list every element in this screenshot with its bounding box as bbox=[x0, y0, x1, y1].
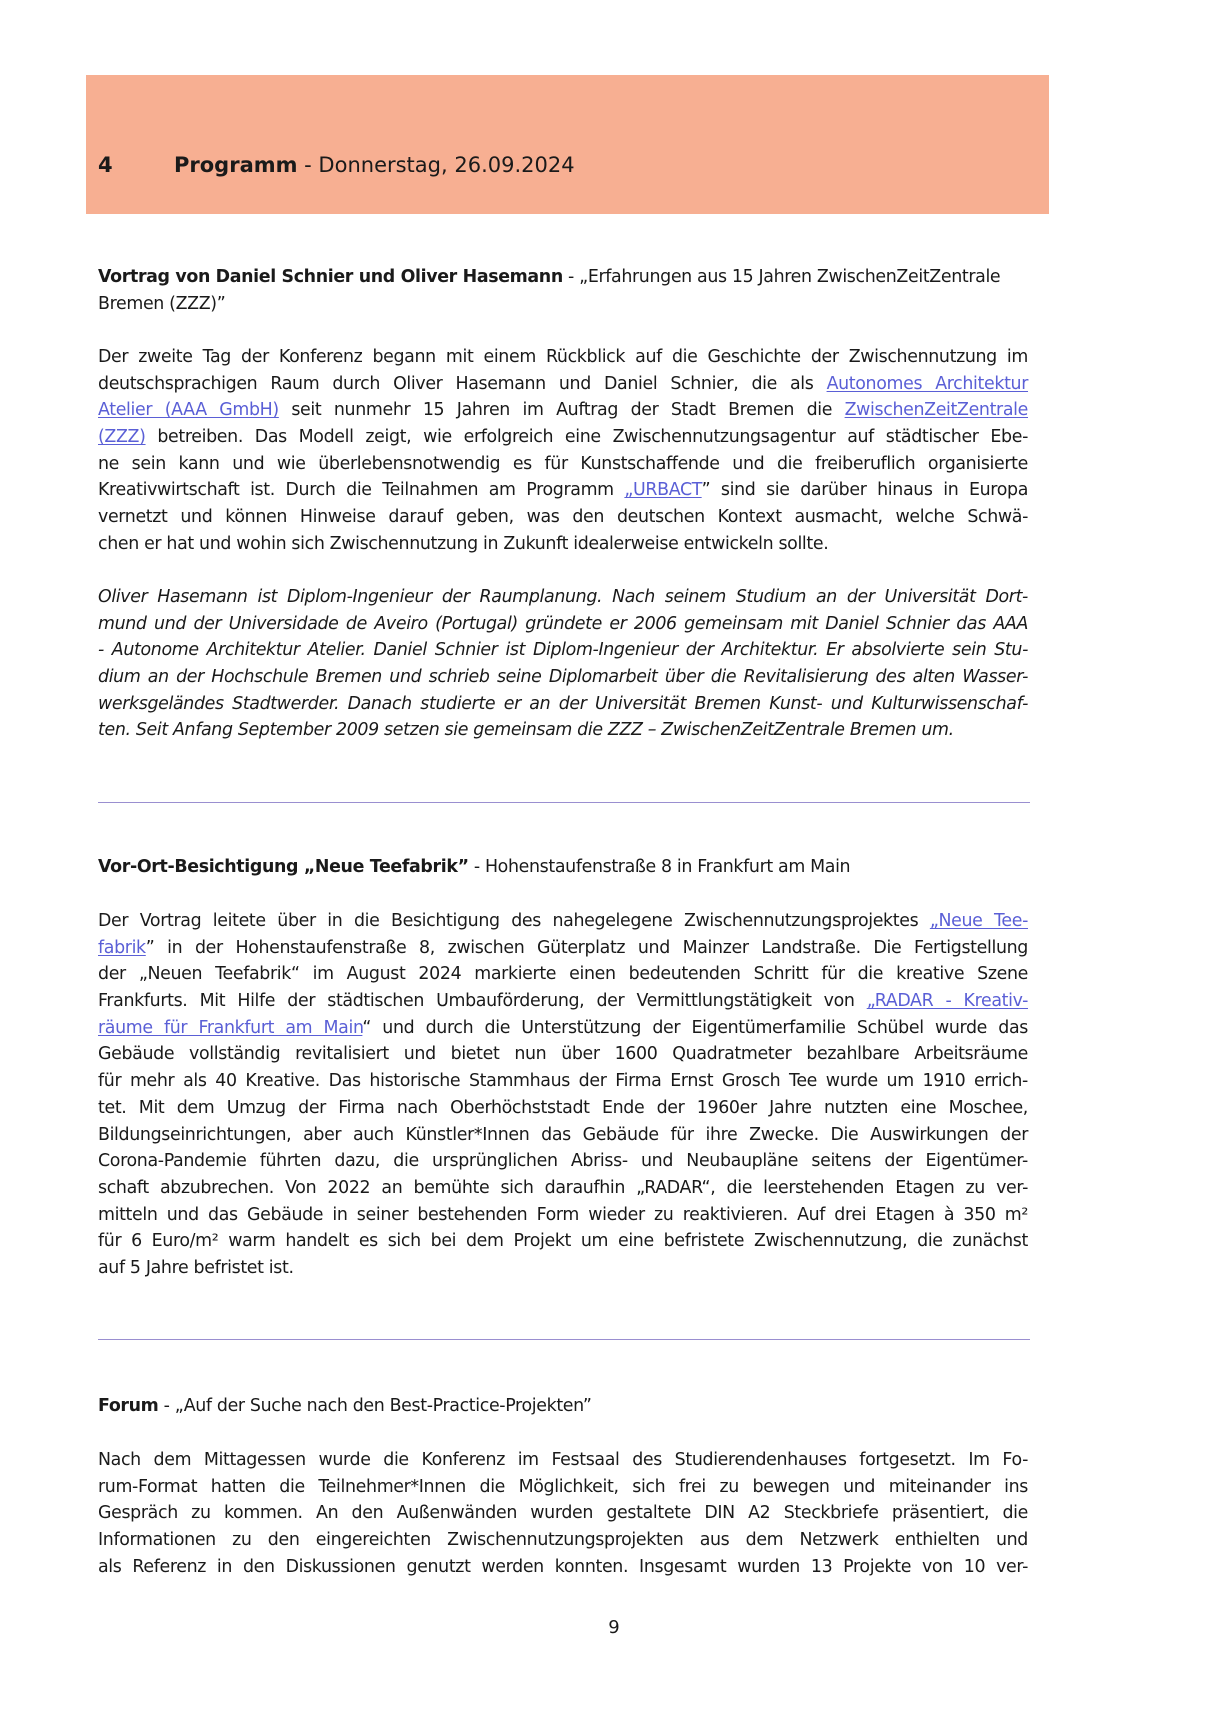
speaker-bio-paragraph bbox=[98, 584, 1028, 744]
text-line bbox=[98, 1255, 1028, 1282]
text-line bbox=[98, 611, 1028, 638]
text-line bbox=[98, 344, 1028, 371]
heading-line bbox=[98, 264, 1028, 291]
text-run: ten. Seit Anfang September 2009 setzen sie gemeinsam die ZZZ – ZwischenZeitZentrale Bremen um. bbox=[98, 720, 954, 741]
text-run: - „Auf der Suche nach den Best-Practice-Projekten” bbox=[158, 1396, 592, 1416]
text-run: Der Vortrag leitete über in die Besichtigung des nahegelegene Zwischennutzungsprojektes bbox=[98, 911, 930, 931]
text-run: tet. Mit dem Umzug der Firma nach Oberhöchststadt Ende der 1960er Jahre nutzten eine Moschee, bbox=[98, 1097, 1028, 1118]
text-run: für 6 Euro/m² warm handelt es sich bei dem Projekt um eine befristete Zwischennutzung, die zunächst bbox=[98, 1231, 1028, 1252]
text-line bbox=[98, 477, 1028, 504]
text-run: Oliver Hasemann ist Diplom-Ingenieur der Raumplanung. Nach seinem Studium an der Universität Dort- bbox=[98, 587, 1028, 607]
text-run: Bildungseinrichtungen, aber auch Künstler*Innen das Gebäude für ihre Zwecke. Die Auswirkungen der bbox=[98, 1124, 1028, 1145]
text-run: Informationen zu den eingereichten Zwischennutzungsprojekten aus dem Netzwerk enthielten und bbox=[98, 1530, 1028, 1551]
section-divider bbox=[98, 1339, 1030, 1340]
text-line bbox=[98, 1095, 1028, 1122]
forum-paragraph bbox=[98, 1447, 1028, 1580]
text-line bbox=[98, 1554, 1028, 1581]
talk-heading bbox=[98, 264, 1028, 317]
inline-link[interactable]: „RADAR - Kreativ- bbox=[866, 991, 1028, 1012]
heading-bold-text: Vor-Ort-Besichtigung „Neue Teefabrik” bbox=[98, 857, 469, 877]
text-run: rum-Format hatten die Teilnehmer*Innen die Möglichkeit, sich frei zu bewegen und miteinander ins bbox=[98, 1476, 1028, 1497]
talk-paragraph bbox=[98, 344, 1028, 558]
text-run: Frankfurts. Mit Hilfe der städtischen Umbauförderung, der Vermittlungstätigkeit von bbox=[98, 991, 867, 1012]
inline-link[interactable]: fabrik bbox=[98, 937, 146, 958]
text-line bbox=[98, 1228, 1028, 1255]
text-line bbox=[98, 691, 1028, 718]
text-line bbox=[98, 504, 1028, 531]
text-run: werksgeländes Stadtwerder. Danach studierte er an der Universität Bremen Kunst- und Kulturwissenschaf- bbox=[98, 693, 1028, 714]
inline-link[interactable]: Atelier (AAA GmbH) bbox=[98, 400, 279, 421]
text-run: - „Erfahrungen aus 15 Jahren ZwischenZeitZentrale bbox=[562, 267, 1001, 287]
text-line bbox=[98, 1447, 1028, 1474]
section-title-date: - Donnerstag, 26.09.2024 bbox=[297, 153, 575, 177]
text-line bbox=[98, 1148, 1028, 1175]
text-line bbox=[98, 451, 1028, 478]
text-run: mitteln und das Gebäude in seiner bestehenden Form wieder zu reaktivieren. Auf drei Etagen à 350 m² bbox=[98, 1204, 1028, 1225]
inline-link[interactable]: räume für Frankfurt am Main bbox=[98, 1017, 363, 1038]
heading-line bbox=[98, 1393, 1028, 1420]
text-line bbox=[98, 717, 1028, 744]
text-run: ” in der Hohenstaufenstraße 8, zwischen Güterplatz und Mainzer Landstraße. Die Fertigstellung bbox=[145, 937, 1028, 958]
inline-link[interactable]: „URBACT bbox=[624, 480, 702, 501]
heading-line bbox=[98, 854, 1028, 881]
text-run: deutschsprachigen Raum durch Oliver Hasemann und Daniel Schnier, die als bbox=[98, 373, 827, 394]
inline-link[interactable]: „Neue Tee- bbox=[929, 911, 1028, 931]
text-run: Corona-Pandemie führten dazu, die ursprünglichen Abriss- und Neubaupläne seitens der Eigentümer- bbox=[98, 1151, 1028, 1172]
text-line bbox=[98, 961, 1028, 988]
text-run: - Autonome Architektur Atelier. Daniel Schnier ist Diplom-Ingenieur der Architektur. Er absolvierte sein Stu- bbox=[98, 640, 1028, 661]
text-run: Gebäude vollständig revitalisiert und bietet nun über 1600 Quadratmeter bezahlbare Arbeitsräume bbox=[98, 1044, 1028, 1065]
forum-heading bbox=[98, 1393, 1028, 1420]
section-banner bbox=[86, 75, 1049, 214]
text-run: Kreativwirtschaft ist. Durch die Teilnahmen am Programm bbox=[98, 480, 625, 501]
text-run: Nach dem Mittagessen wurde die Konferenz im Festsaal des Studierendenhauses fortgesetzt. Im Fo- bbox=[98, 1450, 1028, 1470]
site-visit-heading bbox=[98, 854, 1028, 881]
text-line bbox=[98, 988, 1028, 1015]
text-line bbox=[98, 1474, 1028, 1501]
text-run: chen er hat und wohin sich Zwischennutzung in Zukunft idealerweise entwickeln sollte. bbox=[98, 533, 829, 554]
text-run: “ und durch die Unterstützung der Eigentümerfamilie Schübel wurde das bbox=[362, 1017, 1028, 1038]
inline-link[interactable]: (ZZZ) bbox=[98, 427, 146, 448]
text-line bbox=[98, 584, 1028, 611]
text-run: schaft abzubrechen. Von 2022 an bemühte sich daraufhin „RADAR“, die leerstehenden Etagen zu ver- bbox=[98, 1177, 1028, 1198]
section-title bbox=[174, 153, 575, 177]
text-run: betreiben. Das Modell zeigt, wie erfolgreich eine Zwischennutzungsagentur auf städtischer Ebe- bbox=[145, 427, 1028, 448]
text-line bbox=[98, 935, 1028, 962]
text-line bbox=[98, 424, 1028, 451]
heading-bold-text: Vortrag von Daniel Schnier und Oliver Hasemann bbox=[98, 267, 563, 287]
text-run: ne sein kann und wie überlebensnotwendig es für Kunstschaffende und die freiberuflich organisierte bbox=[98, 453, 1028, 474]
page-number: 9 bbox=[608, 1617, 620, 1638]
text-run: auf 5 Jahre befristet ist. bbox=[98, 1257, 294, 1278]
text-line bbox=[98, 371, 1028, 398]
text-line bbox=[98, 1202, 1028, 1229]
text-line bbox=[98, 1175, 1028, 1202]
text-run: - Hohenstaufenstraße 8 in Frankfurt am Main bbox=[468, 857, 851, 877]
text-line bbox=[98, 1015, 1028, 1042]
site-visit-paragraph bbox=[98, 908, 1028, 1282]
text-run: Gespräch zu kommen. An den Außenwänden wurden gestaltete DIN A2 Steckbriefe präsentiert, die bbox=[98, 1503, 1028, 1524]
text-run: mund und der Universidade de Aveiro (Portugal) gründete er 2006 gemeinsam mit Daniel Schnier das AAA bbox=[98, 613, 1028, 634]
text-line bbox=[98, 637, 1028, 664]
text-line bbox=[98, 1527, 1028, 1554]
text-line bbox=[98, 397, 1028, 424]
text-run: dium an der Hochschule Bremen und schrieb seine Diplomarbeit über die Revitalisierung des alten Wasser- bbox=[98, 667, 1028, 688]
text-line bbox=[98, 531, 1028, 558]
text-line bbox=[98, 908, 1028, 935]
text-run: seit nunmehr 15 Jahren im Auftrag der Stadt Bremen die bbox=[278, 400, 845, 421]
heading-line bbox=[98, 291, 1028, 318]
text-run: der „Neuen Teefabrik“ im August 2024 markierte einen bedeutenden Schritt für die kreative Szene bbox=[98, 964, 1028, 985]
text-line bbox=[98, 1500, 1028, 1527]
section-title-bold: Programm bbox=[174, 153, 298, 177]
text-run: Der zweite Tag der Konferenz begann mit einem Rückblick auf die Geschichte der Zwischennutzung im bbox=[98, 347, 1028, 367]
inline-link[interactable]: ZwischenZeitZentrale bbox=[844, 400, 1028, 421]
text-line bbox=[98, 1068, 1028, 1095]
text-run: für mehr als 40 Kreative. Das historische Stammhaus der Firma Ernst Grosch Tee wurde um 1910 errich- bbox=[98, 1071, 1028, 1092]
section-number: 4 bbox=[98, 153, 113, 177]
text-line bbox=[98, 1122, 1028, 1149]
text-run: Bremen (ZZZ)” bbox=[98, 293, 226, 314]
text-line bbox=[98, 664, 1028, 691]
text-run: vernetzt und können Hinweise darauf geben, was den deutschen Kontext ausmacht, welche Schwä- bbox=[98, 507, 1028, 528]
text-run: ” sind sie darüber hinaus in Europa bbox=[701, 480, 1029, 501]
text-run: als Referenz in den Diskussionen genutzt werden konnten. Insgesamt wurden 13 Projekte von 10 ver- bbox=[98, 1556, 1028, 1577]
heading-bold-text: Forum bbox=[98, 1396, 159, 1416]
section-divider bbox=[98, 802, 1030, 803]
text-line bbox=[98, 1041, 1028, 1068]
inline-link[interactable]: Autonomes Architektur bbox=[826, 373, 1029, 394]
